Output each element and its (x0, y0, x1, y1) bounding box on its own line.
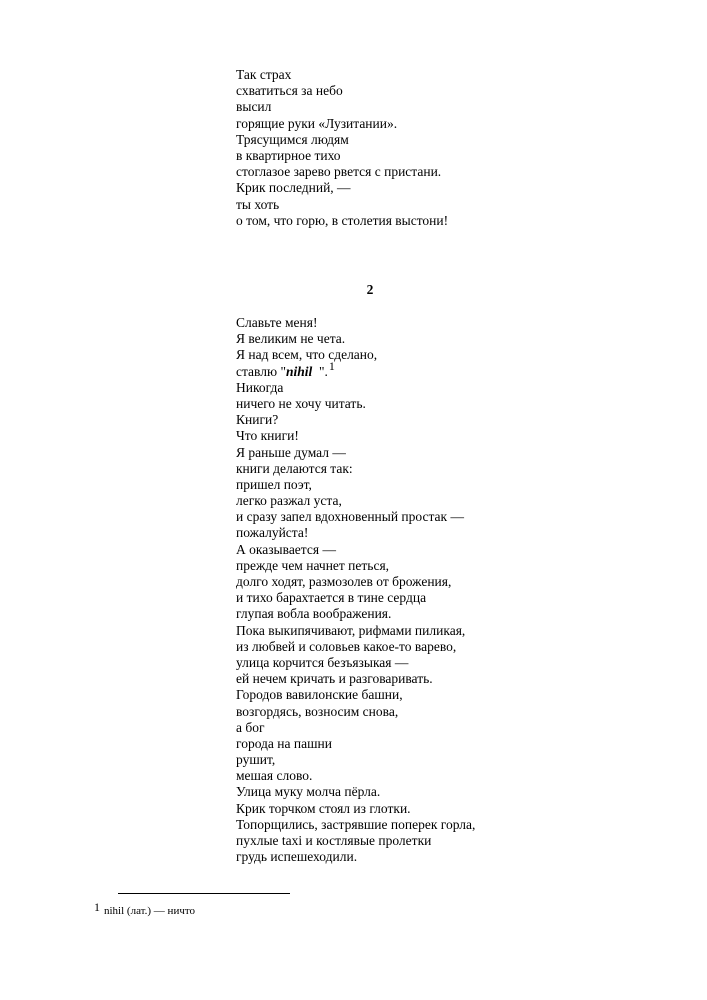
poem-line: грудь испешеходили. (236, 849, 358, 865)
poem-line: ничего не хочу читать. (236, 395, 366, 411)
poem-line: улица корчится безъязыкая — (236, 654, 409, 670)
poem-line: схватиться за небо (236, 83, 343, 99)
poem-line: Что книги! (236, 428, 299, 444)
poem-line: Я над всем, что сделано, (236, 347, 378, 363)
poem-line: возгордясь, возносим снова, (236, 703, 399, 719)
poem-line: Славьте меня! (236, 315, 318, 330)
poem-line: ей нечем кричать и разговаривать. (236, 671, 433, 687)
poem-line: в квартирное тихо (236, 147, 341, 163)
poem-line: Пока выкипячивают, рифмами пиликая, (236, 622, 466, 638)
footnote (94, 900, 196, 918)
poem-line: из любвей и соловьев какое-то варево, (236, 638, 457, 654)
poem-line: прежде чем начнет петься, (236, 557, 390, 573)
footnote-reference[interactable]: 1 (328, 358, 335, 373)
poem-line: и тихо барахтается в тине сердца (236, 590, 427, 606)
poem-line: ты хоть (236, 196, 280, 212)
poem-line: А оказывается — (236, 541, 336, 557)
poem-stanza-1 (236, 67, 448, 229)
poem-line: Книги? (236, 412, 279, 428)
footnote-separator (118, 893, 290, 894)
poem-line: Никогда (236, 379, 284, 395)
footnote-text: nihil (лат.) — ничто (104, 905, 196, 917)
poem-line: пожалуйста! (236, 525, 309, 541)
nihil-suffix: ". (312, 363, 328, 379)
poem-line: Я раньше думал — (236, 444, 346, 460)
poem-line: и сразу запел вдохновенный простак — (236, 509, 464, 525)
poem-line: горящие руки «Лузитании». (236, 115, 398, 131)
poem-line: рушит, (236, 752, 276, 768)
stanza-2-lines-before (236, 315, 475, 364)
poem-line: города на пашни (236, 735, 332, 751)
poem-line: о том, что горю, в столетия выстони! (236, 212, 449, 228)
section-number: 2 (366, 282, 374, 297)
poem-line: высил (236, 99, 272, 115)
poem-line: легко разжал уста, (236, 493, 342, 509)
poem-line: мешая слово. (236, 768, 313, 784)
poem-line: стоглазое зарево рвется с пристани. (236, 164, 442, 180)
poem-line: Крик торчком стоял из глотки. (236, 800, 411, 816)
nihil-prefix: ставлю " (236, 363, 286, 379)
poem-line: книги делаются так: (236, 460, 353, 476)
poem-line: Городов вавилонские башни, (236, 687, 403, 703)
poem-line: пухлые taxi и костлявые пролетки (236, 833, 432, 848)
poem-line: долго ходят, размозолев от брожения, (236, 574, 452, 589)
poem-line: Улица муку молча пёрла. (236, 784, 381, 800)
poem-line: Топорщились, застрявшие поперек горла, (236, 816, 476, 832)
poem-line: Крик последний, — (236, 180, 351, 196)
nihil-line (236, 358, 475, 380)
poem-line: Так страх (236, 67, 292, 82)
stanza-2-lines-after (236, 380, 475, 866)
footnote-number: 1 (94, 900, 100, 914)
nihil-word: nihil (285, 363, 313, 379)
poem-line: а бог (236, 719, 265, 735)
poem-line: Трясущимся людям (236, 131, 349, 147)
poem-line: глупая вобла воображения. (236, 606, 392, 622)
poem-stanza-2 (236, 315, 475, 865)
poem-line: пришел поэт, (236, 476, 312, 492)
poem-line: Я великим не чета. (236, 331, 346, 347)
